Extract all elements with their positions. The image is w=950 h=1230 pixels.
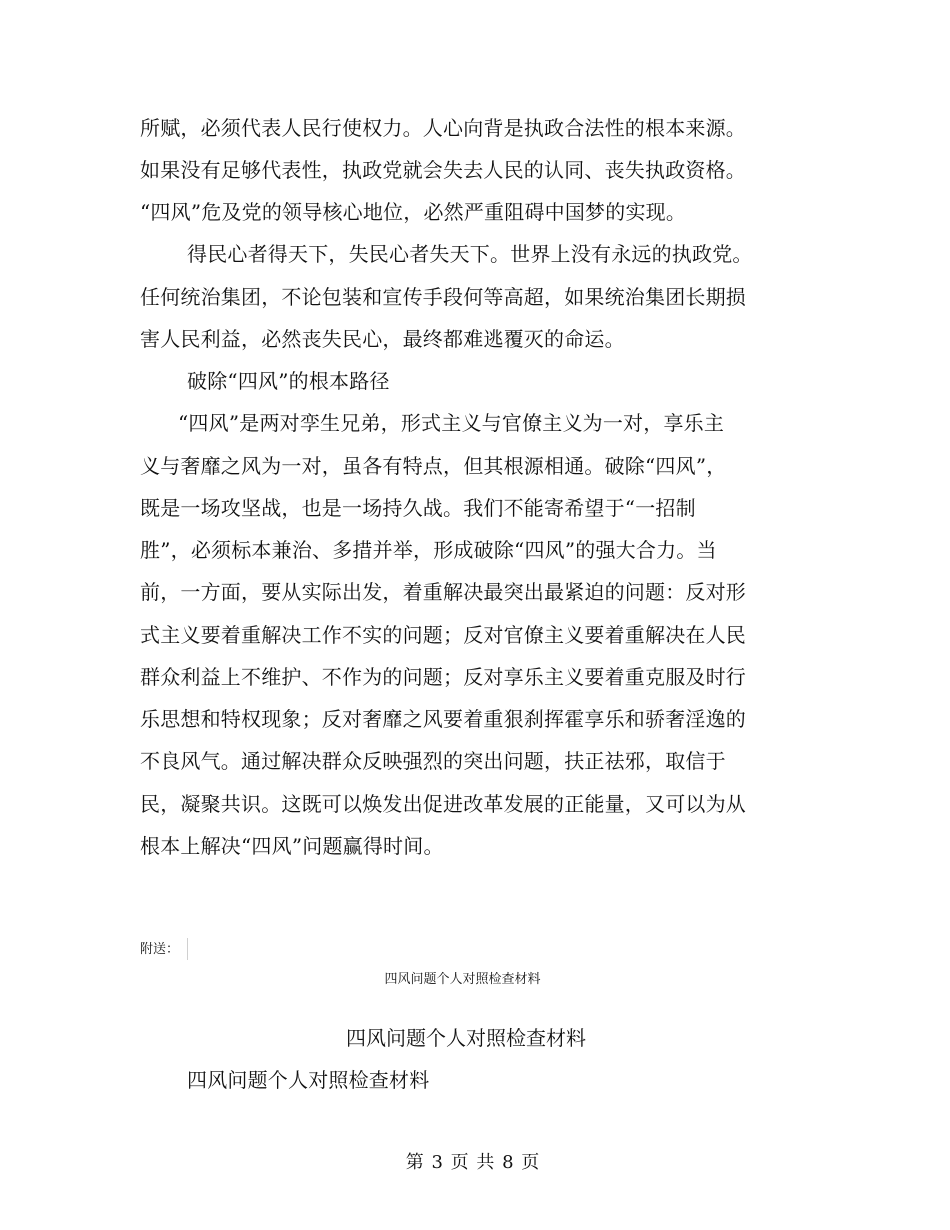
paragraph-line: “四风”是两对孪生兄弟，形式主义与官僚主义为一对，享乐主 — [178, 411, 725, 435]
paragraph-line: 任何统治集团，不论包装和宣传手段何等高超，如果统治集团长期损 — [140, 285, 746, 309]
appendix-label: 附送： — [140, 942, 180, 957]
paragraph-line: 义与奢靡之风为一对，虽各有特点，但其根源相通。破除“四风”， — [140, 454, 727, 478]
paragraph-line: 群众利益上不维护、不作为的问题；反对享乐主义要着重克服及时行 — [140, 665, 746, 689]
paragraph-line: “四风”危及党的领导核心地位，必然严重阻碍中国梦的实现。 — [140, 200, 687, 224]
section-heading: 破除“四风”的根本路径 — [187, 369, 390, 393]
paragraph-line: 害人民利益，必然丧失民心，最终都难逃覆灭的命运。 — [140, 327, 625, 351]
appendix-subtitle: 四风问题个人对照检查材料 — [187, 1068, 430, 1092]
paragraph-line: 既是一场攻坚战，也是一场持久战。我们不能寄希望于“一招制 — [140, 496, 696, 520]
paragraph-line: 胜”，必须标本兼治、多措并举，形成破除“四风”的强大合力。当 — [140, 538, 717, 562]
appendix-title: 四风问题个人对照检查材料 — [346, 1026, 586, 1050]
paragraph-line: 不良风气。通过解决群众反映强烈的突出问题，扶正祛邪，取信于 — [140, 749, 726, 773]
divider — [187, 938, 188, 960]
page-number: 第 3 页 共 8 页 — [405, 1152, 540, 1173]
paragraph-line: 式主义要着重解决工作不实的问题；反对官僚主义要着重解决在人民 — [140, 623, 746, 647]
paragraph-line: 前，一方面，要从实际出发，着重解决最突出最紧迫的问题：反对形 — [140, 580, 746, 604]
paragraph-line: 乐思想和特权现象；反对奢靡之风要着重狠刹挥霍享乐和骄奢淫逸的 — [140, 707, 746, 731]
paragraph-line: 得民心者得天下，失民心者失天下。世界上没有永远的执政党。 — [187, 242, 753, 266]
paragraph-line: 如果没有足够代表性，执政党就会失去人民的认同、丧失执政资格。 — [140, 158, 746, 182]
appendix-small-title: 四风问题个人对照检查材料 — [384, 972, 541, 987]
paragraph-line: 民，凝聚共识。这既可以焕发出促进改革发展的正能量，又可以为从 — [140, 792, 746, 816]
paragraph-line: 根本上解决“四风”问题赢得时间。 — [140, 834, 444, 858]
paragraph-line: 所赋，必须代表人民行使权力。人心向背是执政合法性的根本来源。 — [140, 116, 746, 140]
